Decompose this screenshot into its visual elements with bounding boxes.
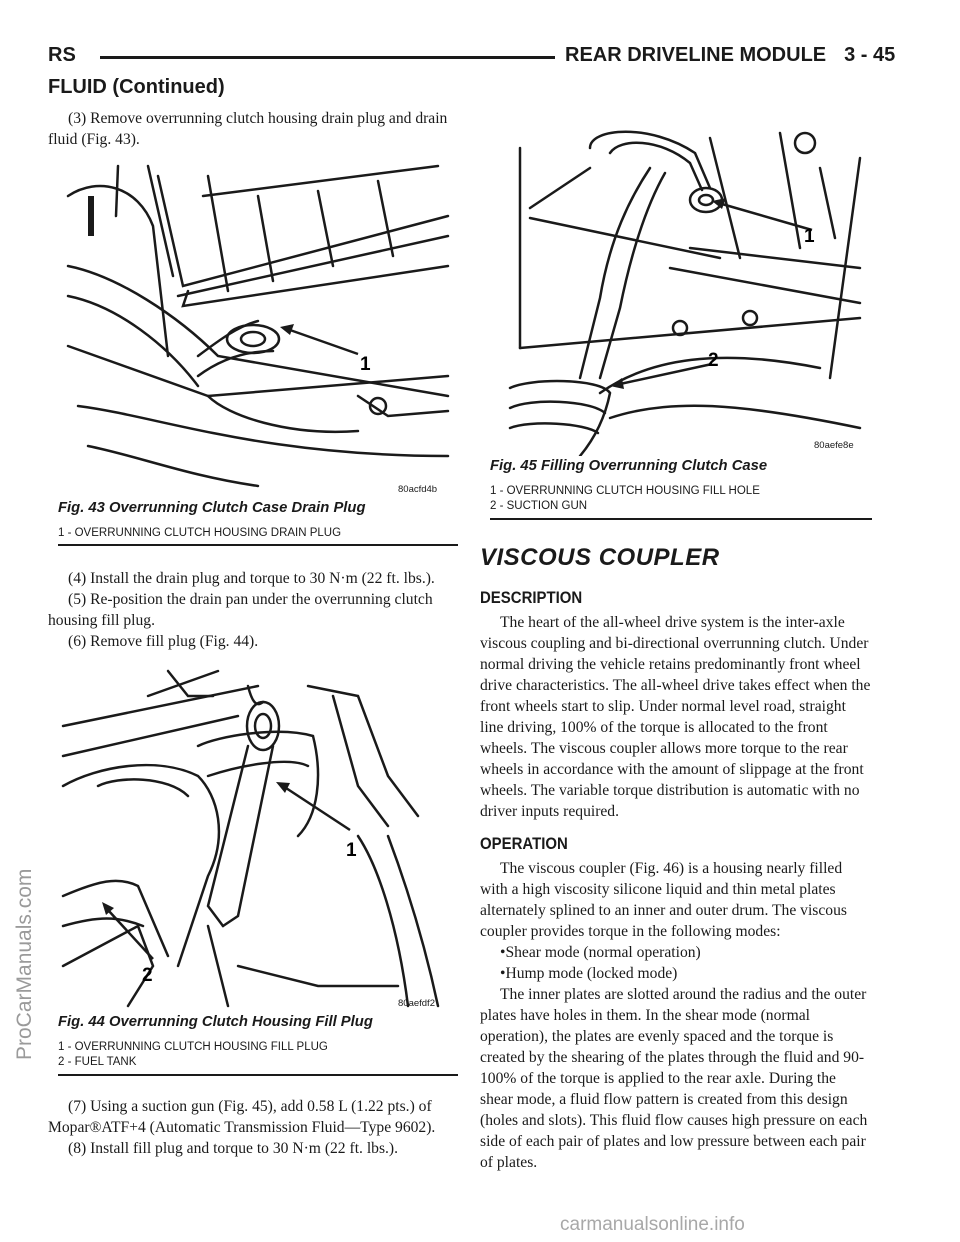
operation-bullet-1: •Shear mode (normal operation)	[500, 944, 701, 961]
figure-44-caption-2: 2 - FUEL TANK	[58, 1056, 137, 1068]
steps-7-to-8	[48, 1096, 458, 1159]
operation-bullet-2: •Hump mode (locked mode)	[500, 965, 678, 982]
step-3-text: (3) Remove overrunning clutch housing drain plug and drain fluid (Fig. 43).	[48, 110, 448, 148]
figure-44-title: Fig. 44 Overrunning Clutch Housing Fill Plug	[58, 1014, 373, 1030]
figure-45-caption-2: 2 - SUCTION GUN	[490, 500, 588, 512]
figure-44-illustration	[58, 666, 458, 1012]
description-paragraph	[480, 612, 872, 822]
figure-43-illustration	[58, 156, 458, 498]
figure-44-callout-2: 2	[142, 965, 153, 986]
figure-45-rule	[490, 518, 872, 520]
figure-43-code: 80acfd4b	[398, 484, 438, 495]
figure-45-caption-1: 1 - OVERRUNNING CLUTCH HOUSING FILL HOLE	[490, 485, 760, 497]
figure-43-caption-1: 1 - OVERRUNNING CLUTCH HOUSING DRAIN PLUG	[58, 527, 342, 539]
figure-44-captions	[58, 1040, 328, 1070]
step-4-text: (4) Install the drain plug and torque to 30 N·m (22 ft. lbs.).	[68, 570, 435, 587]
operation-section	[480, 858, 872, 1173]
continued-heading: FLUID (Continued)	[48, 76, 225, 98]
figure-45-callout-1: 1	[804, 226, 815, 247]
figure-45-callout-2: 2	[708, 350, 719, 371]
header-title-group	[565, 44, 895, 67]
figure-43-callout-1: 1	[360, 354, 371, 375]
figure-44-code: 80aefdf2	[398, 998, 435, 1009]
figure-44-caption-1: 1 - OVERRUNNING CLUTCH HOUSING FILL PLUG	[58, 1041, 328, 1053]
figure-43-rule	[58, 544, 458, 546]
header-title: REAR DRIVELINE MODULE	[565, 44, 827, 66]
step-5-text: (5) Re-position the drain pan under the overrunning clutch housing fill plug.	[48, 591, 433, 629]
side-watermark-text: ProCarManuals.com	[13, 868, 36, 1060]
section-title: VISCOUS COUPLER	[480, 544, 720, 571]
description-text: The heart of the all-wheel drive system is the inter-axle viscous coupling and bi-directional overrunning clutch. Under normal driving the vehicle retains predominantly front wheel drive characteristics. The all-wheel drive takes effect when the front wheels start to slip. Under normal level road, straight line driving, 100% of the torque is allocated to the front wheels. The viscous coupler allows more torque to the rear wheels in accordance with the amount of slippage at the front wheels. The variable torque distribution is automatic with no driver inputs required.	[480, 614, 871, 820]
figure-45-illustration	[490, 118, 870, 456]
step-8-text: (8) Install fill plug and torque to 30 N·m (22 ft. lbs.).	[68, 1140, 399, 1157]
step-3-paragraph	[48, 108, 458, 150]
steps-4-to-6	[48, 568, 458, 652]
page-number: 3 - 45	[844, 44, 896, 66]
figure-45-captions	[490, 484, 760, 514]
figure-45-code: 80aefe8e	[814, 440, 854, 451]
operation-heading: OPERATION	[480, 834, 568, 853]
figure-44-callout-1: 1	[346, 840, 357, 861]
figure-44-rule	[58, 1074, 458, 1076]
operation-body-text: The inner plates are slotted around the radius and the outer plates have holes in them. In the shear mode (normal operation), the plates are evenly spaced and the torque is created by the shearing of the plates through the fluid and 90-100% of the torque is applied to the rear axle. During the shear mode, a fluid flow pattern is created from this design (holes and slots). This fluid flow causes high pressure on each side of each pair of plates and low pressure between each pair of plates.	[480, 986, 868, 1171]
description-heading: DESCRIPTION	[480, 588, 583, 607]
step-7-text: (7) Using a suction gun (Fig. 45), add 0.58 L (1.22 pts.) of Mopar®ATF+4 (Automatic Transmission Fluid—Type 9602).	[48, 1098, 436, 1136]
side-watermark	[10, 500, 40, 1060]
footer-watermark: carmanualsonline.info	[560, 1214, 745, 1235]
operation-intro-text: The viscous coupler (Fig. 46) is a housing nearly filled with a high viscosity silicone liquid and thin metal plates alternately splined to an inner and outer drum. The viscous coupler provides torque in the following modes:	[480, 860, 847, 940]
figure-45-title: Fig. 45 Filling Overrunning Clutch Case	[490, 458, 768, 474]
header-rule	[100, 56, 555, 59]
step-6-text: (6) Remove fill plug (Fig. 44).	[68, 633, 259, 650]
header-section-code: RS	[48, 44, 76, 66]
figure-43-title: Fig. 43 Overrunning Clutch Case Drain Plug	[58, 500, 366, 516]
